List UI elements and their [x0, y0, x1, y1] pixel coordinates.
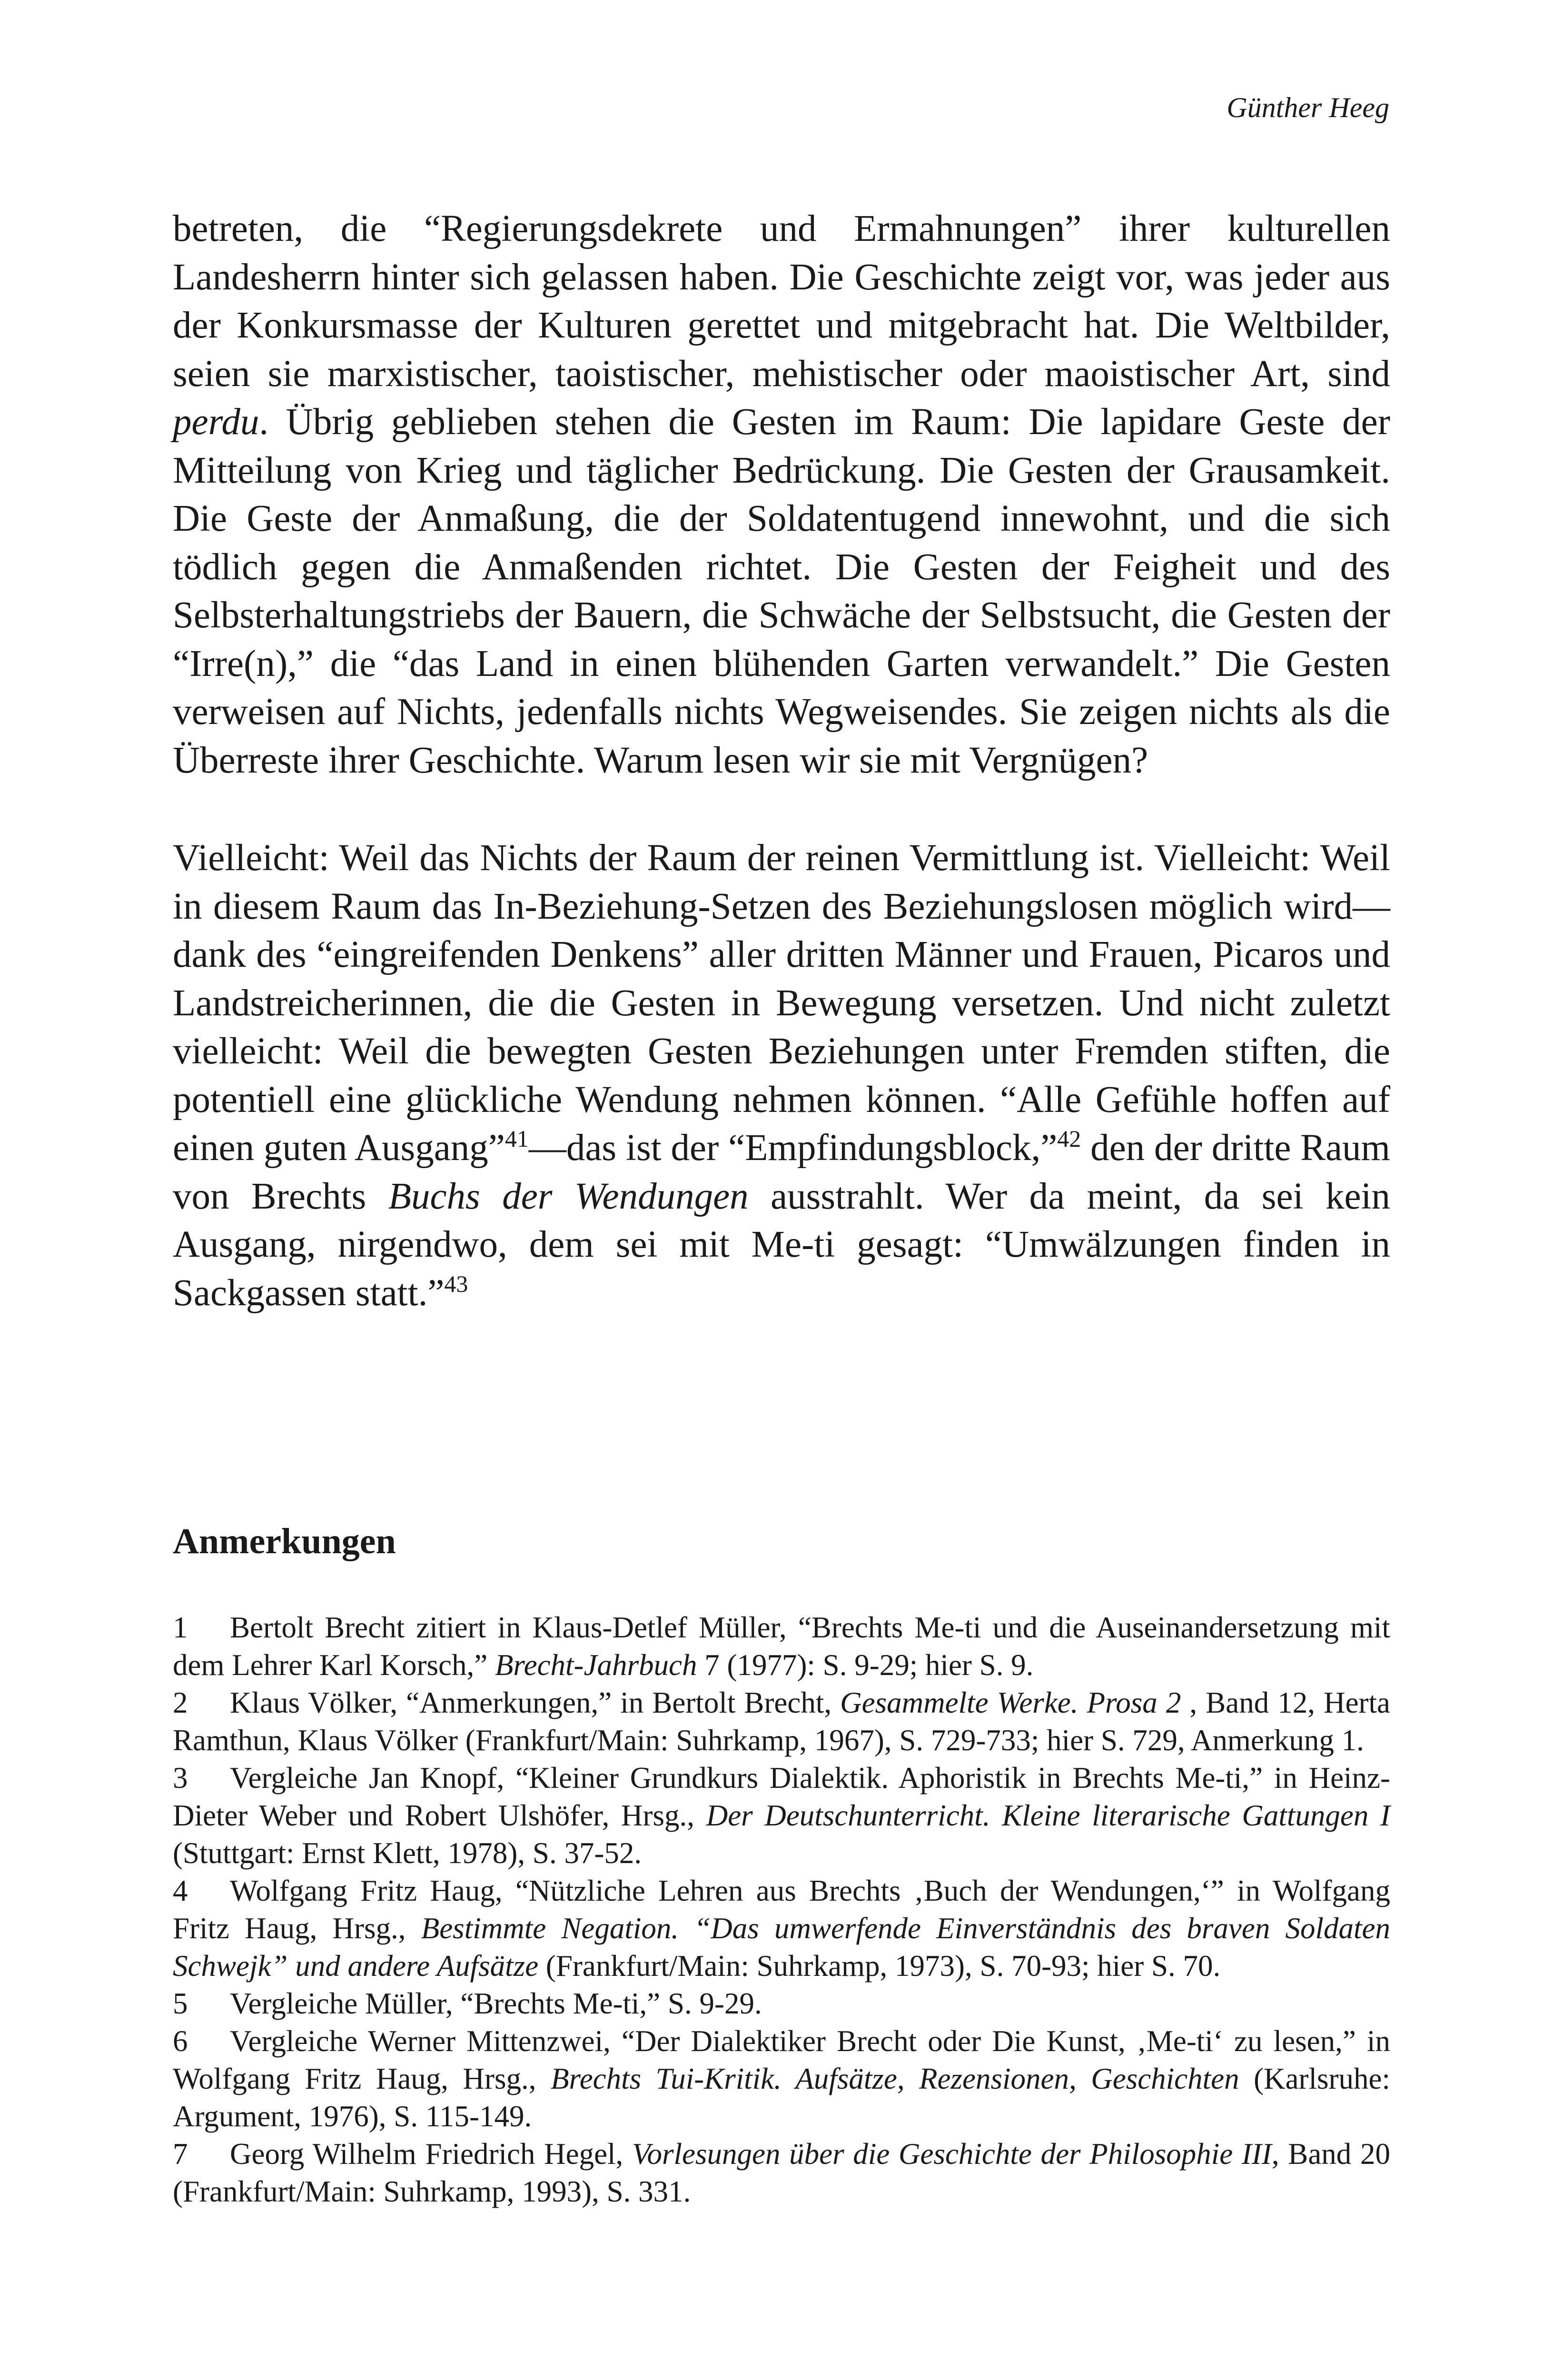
note-text: Vergleiche Jan Knopf, “Kleiner Grundkurs Dialektik. Aphoristik in Brechts Me-ti,” in Heinz-Dieter Weber und Robert Ulshöfer, Hrsg.,: [173, 1761, 1390, 1832]
note-title: Brechts Tui-Kritik. Aufsätze, Rezensionen, Geschichten: [551, 2062, 1239, 2095]
footnote-ref-42: 42: [1057, 1125, 1081, 1152]
note-title: Vorlesungen über die Geschichte der Philosophie III: [632, 2137, 1272, 2171]
footnote-ref-41: 41: [505, 1125, 529, 1152]
note-number: 4: [173, 1874, 188, 1907]
note-text: Bertolt Brecht zitiert in Klaus-Detlef Müller, “Brechts Me-ti und die Auseinandersetzung mit dem Lehrer Karl Korsch,”: [173, 1611, 1390, 1682]
note-item: [173, 1759, 1390, 1872]
notes-list: [173, 1609, 1390, 2211]
note-text-tail: , Band 12, Herta Ramthun, Klaus Völker (Frankfurt/Main: Suhrkamp, 1967), S. 729-733; hier S. 729, Anmerkung 1.: [173, 1686, 1390, 1757]
note-title: Brecht-Jahrbuch: [495, 1648, 697, 1682]
footnote-ref-43: 43: [444, 1270, 468, 1297]
notes-heading: Anmerkungen: [173, 1521, 396, 1561]
note-number: 6: [173, 2024, 188, 2058]
para2-book-title: Buchs der Wendungen: [388, 1175, 749, 1217]
note-item: [173, 1684, 1390, 1759]
body-paragraph-1: [173, 205, 1390, 784]
note-title: Der Deutschunterricht. Kleine literarische Gattungen I: [706, 1799, 1390, 1832]
para2-text-a: Vielleicht: Weil das Nichts der Raum der reinen Vermittlung ist. Vielleicht: Weil in diesem Raum das In-Beziehung-Setzen des Beziehungslosen möglich wird—dank des “eingreifenden Denkens” aller dritten Männer und Frauen, Picaros und Landstreicherinnen, die die Gesten in Bewegung versetzen. Und nicht zuletzt vielleicht: Weil die bewegten Gesten Beziehungen unter Fremden stiften, die potentiell eine glückliche Wendung nehmen können. “Alle Gefühle hoffen auf einen guten Ausgang”: [173, 837, 1390, 1169]
note-number: 2: [173, 1686, 188, 1719]
note-number: 1: [173, 1611, 188, 1644]
note-text: Georg Wilhelm Friedrich Hegel,: [230, 2137, 632, 2171]
note-text-tail: (Stuttgart: Ernst Klett, 1978), S. 37-52.: [173, 1836, 642, 1870]
note-title: Gesammelte Werke. Prosa 2: [840, 1686, 1181, 1719]
note-text-tail: , Band 20 (Frankfurt/Main: Suhrkamp, 1993), S. 331.: [173, 2137, 1390, 2208]
note-item: [173, 1609, 1390, 1684]
note-text-tail: (Karlsruhe: Argument, 1976), S. 115-149.: [173, 2062, 1390, 2133]
para2-text-b: —das ist der “Empfindungsblock,”: [528, 1127, 1058, 1169]
note-item: [173, 2023, 1390, 2135]
note-text: Wolfgang Fritz Haug, “Nützliche Lehren aus Brechts ‚Buch der Wendungen,‘” in Wolfgang Fritz Haug, Hrsg.,: [173, 1874, 1390, 1945]
note-item: [173, 1872, 1390, 1985]
body-paragraph-2: [173, 834, 1390, 1317]
note-text: Vergleiche Müller, “Brechts Me-ti,” S. 9-29.: [230, 1987, 762, 2020]
para2-text-c: den der dritte Raum von Brechts: [173, 1127, 1391, 1217]
note-item: [173, 1985, 1390, 2023]
note-number: 5: [173, 1987, 188, 2020]
note-text: Klaus Völker, “Anmerkungen,” in Bertolt Brecht,: [230, 1686, 841, 1719]
para1-text-a: betreten, die “Regierungsdekrete und Ermahnungen” ihrer kulturellen Landesherrn hinter sich gelassen haben. Die Geschichte zeigt vor, was jeder aus der Konkursmasse der Kulturen gerettet und mitgebracht hat. Die Weltbilder, seien sie marxistischer, taoistischer, mehistischer oder maoistischer Art, sind: [173, 208, 1390, 395]
running-head-author: Günther Heeg: [1227, 92, 1389, 123]
note-title: Bestimmte Negation. “Das umwerfende Einverständnis des braven Soldaten Schwejk” und andere Aufsätze: [173, 1912, 1390, 1983]
note-number: 7: [173, 2137, 188, 2171]
para1-text-b: . Übrig geblieben stehen die Gesten im Raum: Die lapidare Geste der Mitteilung von Krieg und täglicher Bedrückung. Die Gesten der Grausamkeit. Die Geste der Anmaßung, die der Soldatentugend innewohnt, und die sich tödlich gegen die Anmaßenden richtet. Die Gesten der Feigheit und des Selbsterhaltungstriebs der Bauern, die Schwäche der Selbstsucht, die Gesten der “Irre(n),” die “das Land in einen blühenden Garten verwandelt.” Die Gesten verweisen auf Nichts, jedenfalls nichts Wegweisendes. Sie zeigen nichts als die Überreste ihrer Geschichte. Warum lesen wir sie mit Vergnügen?: [173, 401, 1390, 781]
note-text-tail: (Frankfurt/Main: Suhrkamp, 1973), S. 70-93; hier S. 70.: [538, 1949, 1221, 1983]
para2-text-d: ausstrahlt. Wer da meint, da sei kein Ausgang, nirgendwo, dem sei mit Me-ti gesagt: “Umwälzungen finden in Sackgassen statt.”: [173, 1175, 1390, 1314]
note-item: [173, 2135, 1390, 2211]
note-text-tail: 7 (1977): S. 9-29; hier S. 9.: [697, 1648, 1034, 1682]
note-number: 3: [173, 1761, 188, 1795]
para1-emphasis-perdu: perdu: [173, 401, 259, 443]
note-text: Vergleiche Werner Mittenzwei, “Der Dialektiker Brecht oder Die Kunst, ‚Me-ti‘ zu lesen,” in Wolfgang Fritz Haug, Hrsg.,: [173, 2024, 1390, 2095]
